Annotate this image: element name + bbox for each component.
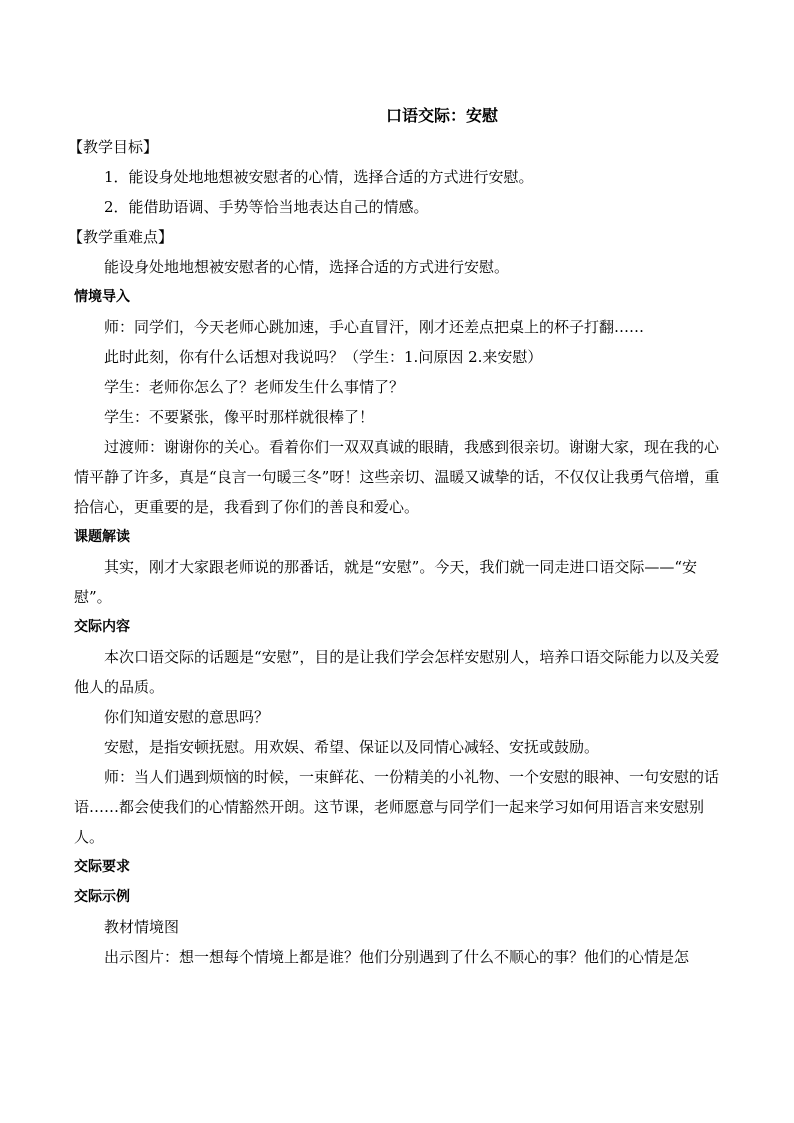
topic-paragraph-1: 其实，刚才大家跟老师说的那番话，就是“安慰”。今天，我们就一同走进口语交际——“安慰”。 xyxy=(74,558,698,606)
topic-heading: 课题解读 xyxy=(74,529,130,545)
intro-paragraph-1: 师：同学们，今天老师心跳加速，手心直冒汗，刚才还差点把桌上的杯子打翻…… xyxy=(104,318,645,336)
examples-paragraph-2: 出示图片：想一想每个情境上都是谁？他们分别遇到了什么不顺心的事？他们的心情是怎 xyxy=(104,948,690,966)
content-paragraph-2: 你们知道安慰的意思吗？ xyxy=(104,708,270,726)
page-title: 口语交际：安慰 xyxy=(385,106,498,125)
key-points-heading: 【教学重难点】 xyxy=(68,228,174,246)
intro-heading: 情境导入 xyxy=(74,289,130,305)
objective-item-1: 1．能设身处地地想被安慰者的心情，选择合适的方式进行安慰。 xyxy=(104,168,534,186)
examples-heading: 交际示例 xyxy=(74,889,130,905)
key-points-text: 能设身处地地想被安慰者的心情，选择合适的方式进行安慰。 xyxy=(104,258,510,276)
content-paragraph-4: 师：当人们遇到烦恼的时候，一束鲜花、一份精美的小礼物、一个安慰的眼神、一句安慰的话语……都会使我们的心情豁然开朗。这节课，老师愿意与同学们一起来学习如何用语言来安慰别人。 xyxy=(74,768,720,846)
intro-paragraph-3: 学生：老师你怎么了？老师发生什么事情了？ xyxy=(104,378,405,396)
intro-paragraph-2: 此时此刻，你有什么话想对我说吗？（学生：1.问原因 2.来安慰） xyxy=(104,348,543,366)
objectives-heading: 【教学目标】 xyxy=(68,138,159,156)
examples-paragraph-1: 教材情境图 xyxy=(104,918,180,936)
document-page xyxy=(68,100,732,972)
objective-item-2: 2．能借助语调、手势等恰当地表达自己的情感。 xyxy=(104,198,429,216)
intro-paragraph-5: 过渡师：谢谢你的关心。看着你们一双双真诚的眼睛，我感到很亲切。谢谢大家，现在我的心情平静了许多，真是“良言一句暖三冬”呀！这些亲切、温暖又诚挚的话，不仅仅让我勇气倍增，重拾信心，更重要的是，我看到了你们的善良和爱心。 xyxy=(74,438,720,516)
intro-paragraph-4: 学生：不要紧张，像平时那样就很棒了！ xyxy=(104,408,375,426)
content-paragraph-3: 安慰，是指安顿抚慰。用欢娱、希望、保证以及同情心减轻、安抚或鼓励。 xyxy=(104,738,600,756)
content-paragraph-1: 本次口语交际的话题是“安慰”，目的是让我们学会怎样安慰别人，培养口语交际能力以及关爱他人的品质。 xyxy=(74,648,720,696)
requirements-heading: 交际要求 xyxy=(74,859,130,875)
content-heading: 交际内容 xyxy=(74,619,130,635)
